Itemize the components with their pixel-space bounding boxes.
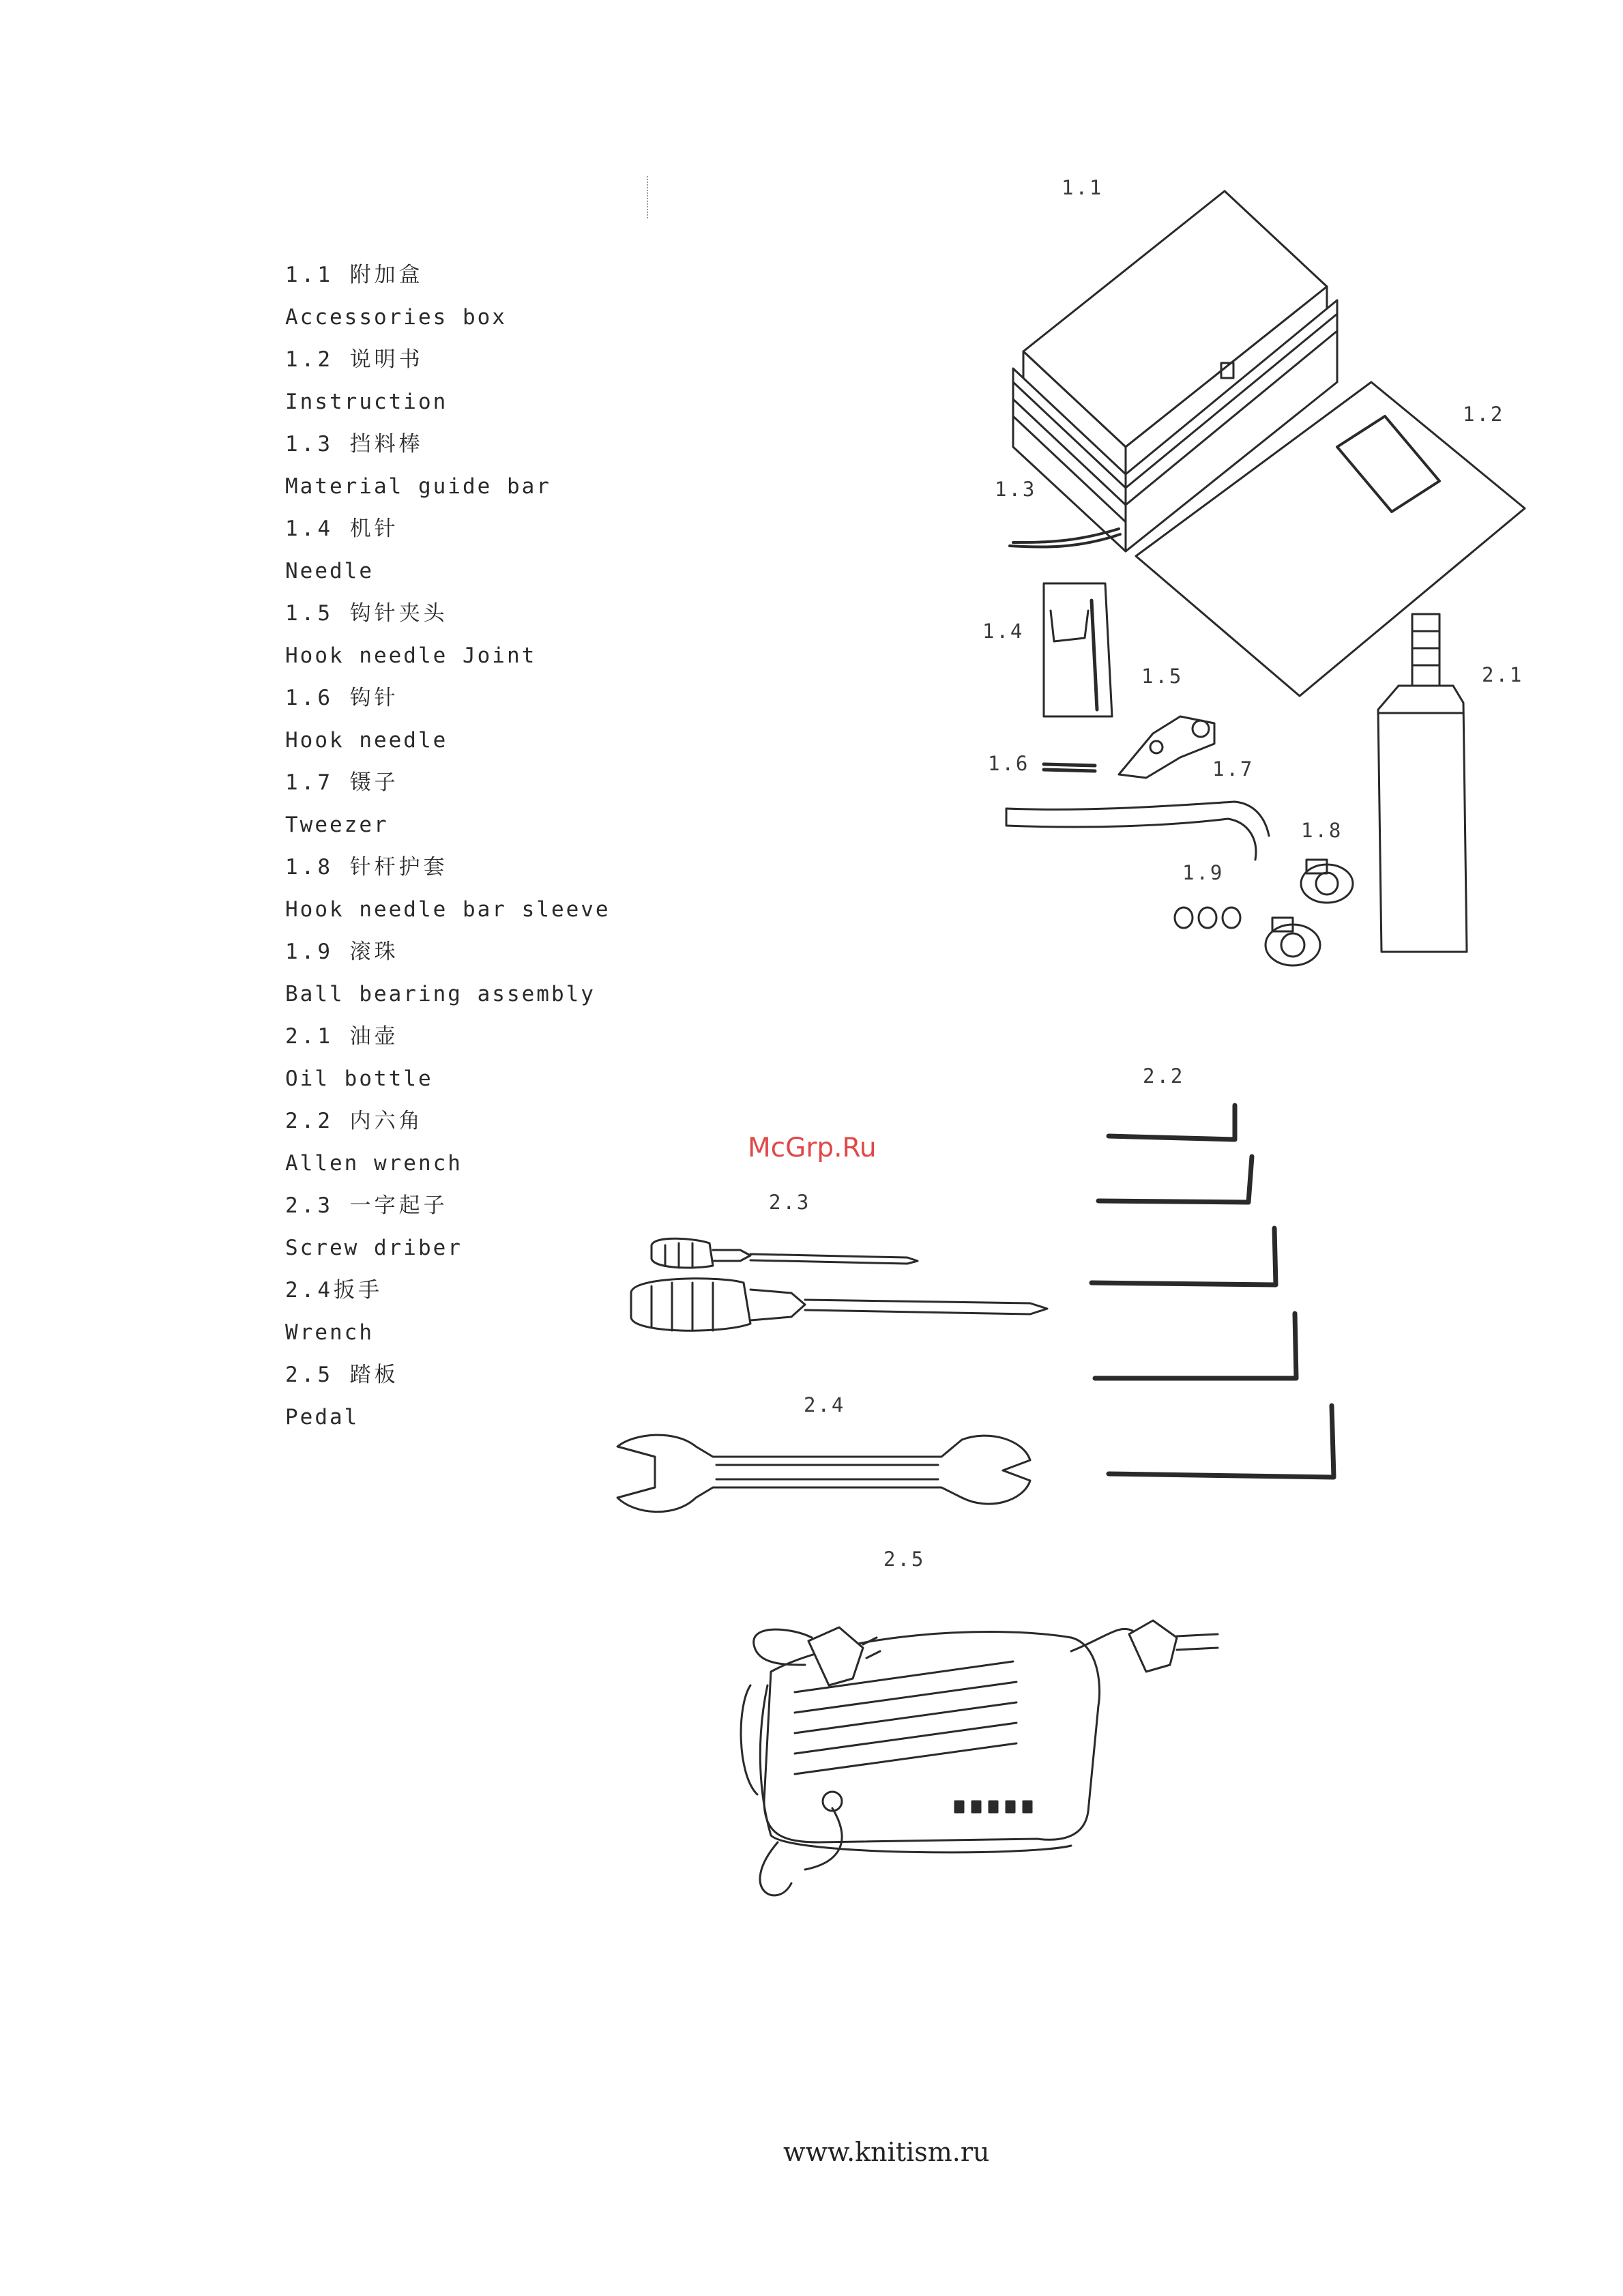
legend-item-number: 1.8 针杆护套 bbox=[285, 855, 448, 880]
legend-item-name: Material guide bar bbox=[285, 474, 551, 499]
screwdriver-icon bbox=[631, 1238, 1047, 1331]
legend-item-number: 1.7 镊子 bbox=[285, 770, 399, 795]
legend-item-number: 1.1 附加盒 bbox=[285, 263, 424, 287]
label-1-1: 1.1 bbox=[1062, 176, 1104, 199]
label-1-4: 1.4 bbox=[982, 620, 1025, 643]
legend-item-name: Hook needle Joint bbox=[285, 643, 537, 668]
legend-item-name: Ball bearing assembly bbox=[285, 982, 596, 1006]
legend-item-number: 1.2 说明书 bbox=[285, 347, 424, 372]
needle-pack-icon bbox=[1044, 583, 1112, 716]
label-1-7: 1.7 bbox=[1212, 757, 1255, 781]
label-1-5: 1.5 bbox=[1141, 665, 1184, 688]
legend-item-number: 2.2 内六角 bbox=[285, 1109, 424, 1133]
tweezer-icon bbox=[1006, 802, 1269, 860]
label-1-3: 1.3 bbox=[995, 478, 1037, 501]
label-2-5: 2.5 bbox=[883, 1547, 926, 1571]
label-1-8: 1.8 bbox=[1301, 819, 1343, 842]
label-1-2: 1.2 bbox=[1463, 403, 1505, 426]
legend-item-number: 1.3 挡料棒 bbox=[285, 432, 424, 456]
ball-bearing-icon bbox=[1175, 907, 1240, 928]
label-2-3: 2.3 bbox=[769, 1191, 811, 1214]
legend-item-number: 1.5 钩针夹头 bbox=[285, 601, 448, 626]
legend-item-name: Accessories box bbox=[285, 305, 507, 330]
legend-item-name: Hook needle bbox=[285, 728, 448, 753]
legend-item-number: 1.4 机针 bbox=[285, 517, 399, 541]
oil-bottle-icon bbox=[1378, 614, 1467, 952]
legend-item-number: 2.1 油壶 bbox=[285, 1024, 399, 1049]
label-2-2: 2.2 bbox=[1143, 1064, 1185, 1088]
footer-url: www.knitism.ru bbox=[783, 2137, 990, 2167]
hook-needle-icon bbox=[1044, 764, 1095, 771]
legend-item-name: Pedal bbox=[285, 1405, 360, 1429]
legend-item-number: 2.4扳手 bbox=[285, 1278, 383, 1303]
allen-wrench-icon bbox=[1092, 1105, 1334, 1477]
foot-pedal-icon bbox=[741, 1621, 1218, 1895]
label-1-9: 1.9 bbox=[1182, 861, 1225, 884]
label-2-1: 2.1 bbox=[1482, 663, 1524, 686]
legend-item-name: Tweezer bbox=[285, 813, 389, 837]
needle-bar-sleeve-icon bbox=[1266, 860, 1353, 965]
legend-item-name: Needle bbox=[285, 559, 374, 583]
legend-item-name: Allen wrench bbox=[285, 1151, 463, 1176]
hook-needle-joint-icon bbox=[1119, 716, 1214, 778]
label-2-4: 2.4 bbox=[804, 1393, 846, 1416]
label-1-6: 1.6 bbox=[988, 752, 1030, 775]
double-open-wrench-icon bbox=[617, 1435, 1030, 1512]
legend-item-name: Instruction bbox=[285, 390, 448, 414]
legend-item-number: 2.3 一字起子 bbox=[285, 1193, 448, 1218]
legend-item-name: Hook needle bar sleeve bbox=[285, 897, 611, 922]
legend-item-name: Screw driber bbox=[285, 1236, 463, 1260]
legend-item-name: Wrench bbox=[285, 1320, 374, 1345]
legend-item-number: 1.9 滚珠 bbox=[285, 940, 399, 964]
legend-item-name: Oil bottle bbox=[285, 1066, 433, 1091]
watermark: McGrp.Ru bbox=[748, 1133, 877, 1163]
legend-item-number: 2.5 踏板 bbox=[285, 1363, 399, 1387]
legend-item-number: 1.6 钩针 bbox=[285, 686, 399, 710]
